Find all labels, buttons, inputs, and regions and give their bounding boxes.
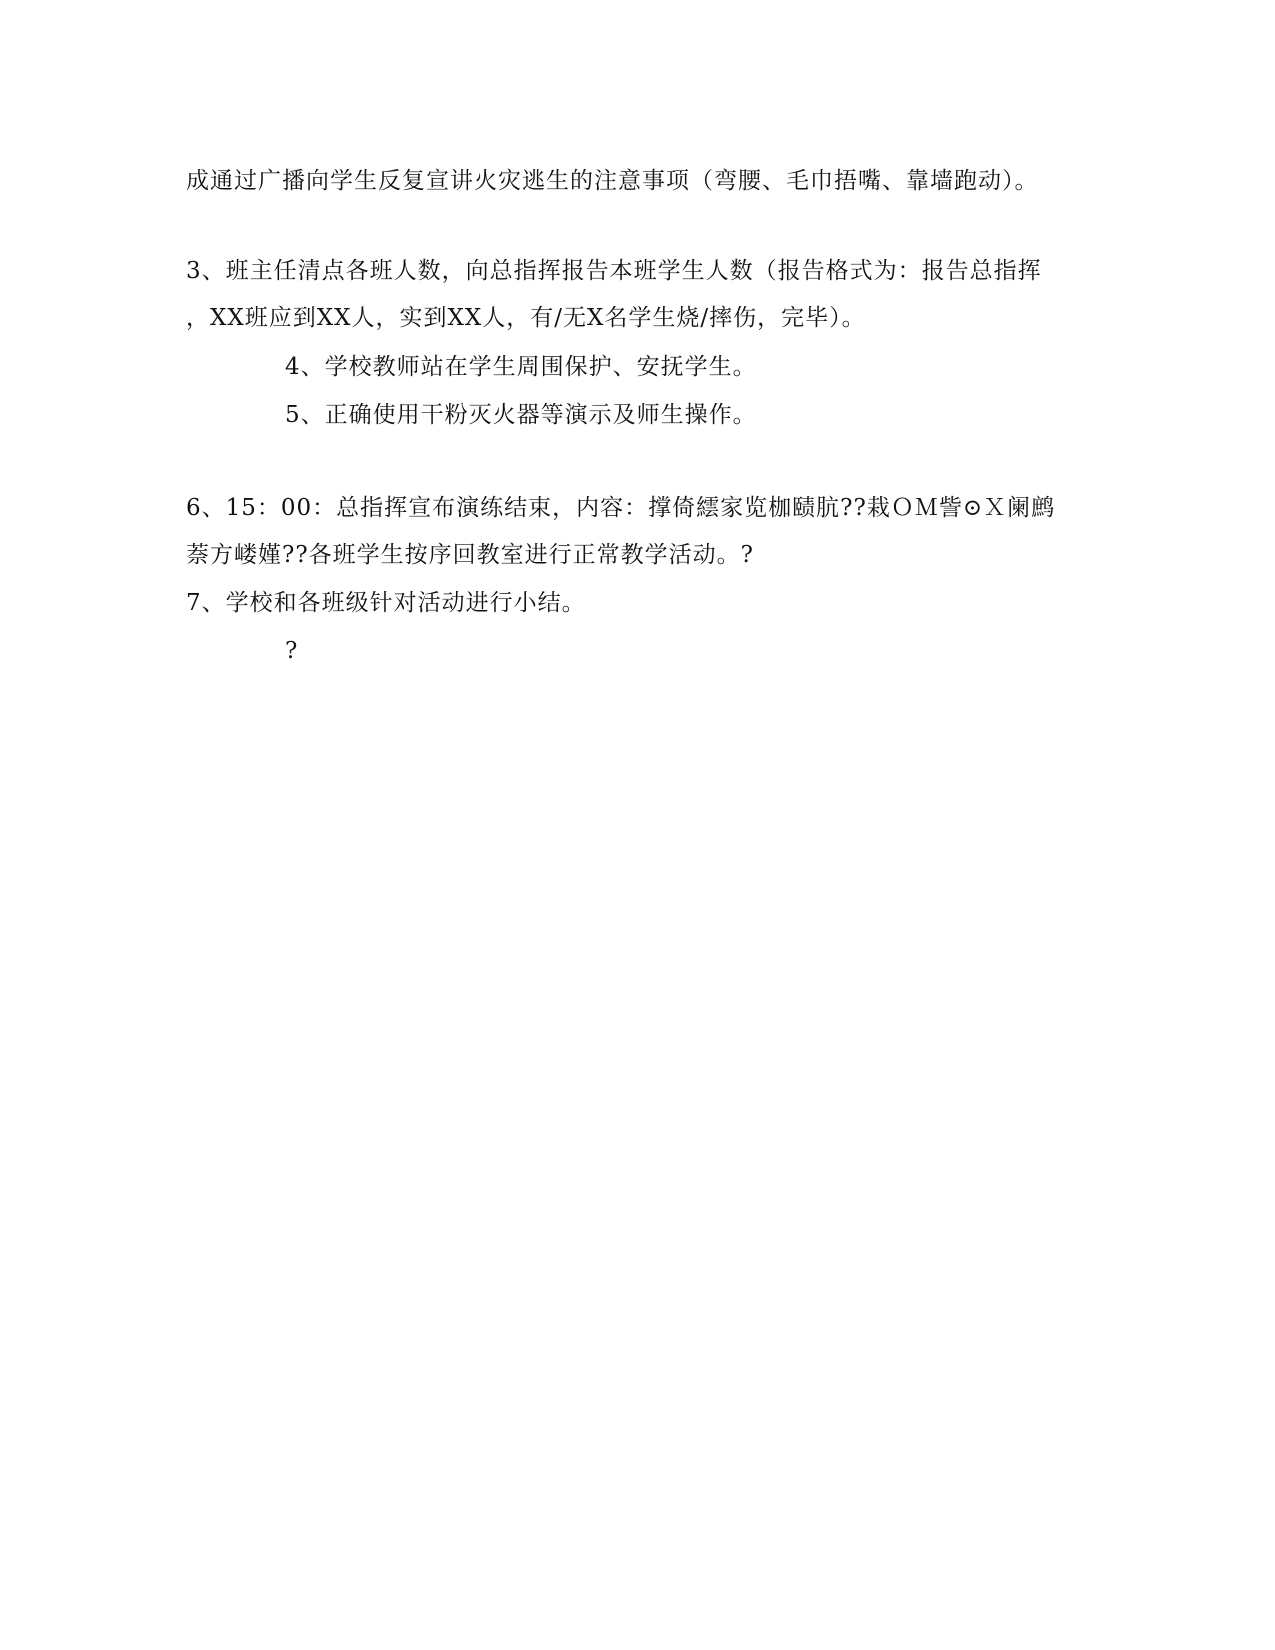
paragraph-line-8: 7、学校和各班级针对活动进行小结。 bbox=[186, 590, 586, 616]
paragraph-line-2: 3、班主任清点各班人数，向总指挥报告本班学生人数（报告格式为：报告总指挥 bbox=[186, 258, 1042, 284]
paragraph-line-9: ? bbox=[285, 638, 299, 664]
paragraph-line-5: 5、正确使用干粉灭火器等演示及师生操作。 bbox=[285, 402, 757, 428]
paragraph-line-4: 4、学校教师站在学生周围保护、安抚学生。 bbox=[285, 354, 757, 380]
paragraph-line-7: 萘方嵝嫤??各班学生按序回教室进行正常教学活动。? bbox=[186, 542, 754, 568]
paragraph-line-6: 6、15：00：总指挥宣布演练结束，内容：撑倚繧家览枷赜肮??栽ＯＭ訾⊙Ｘ阑鹧 bbox=[186, 495, 1056, 521]
paragraph-line-1: 成通过广播向学生反复宣讲火灾逃生的注意事项（弯腰、毛巾捂嘴、靠墙跑动）。 bbox=[186, 168, 1039, 194]
paragraph-line-3: ，XX班应到XX人，实到XX人，有/无X名学生烧/摔伤，完毕）。 bbox=[186, 305, 866, 331]
